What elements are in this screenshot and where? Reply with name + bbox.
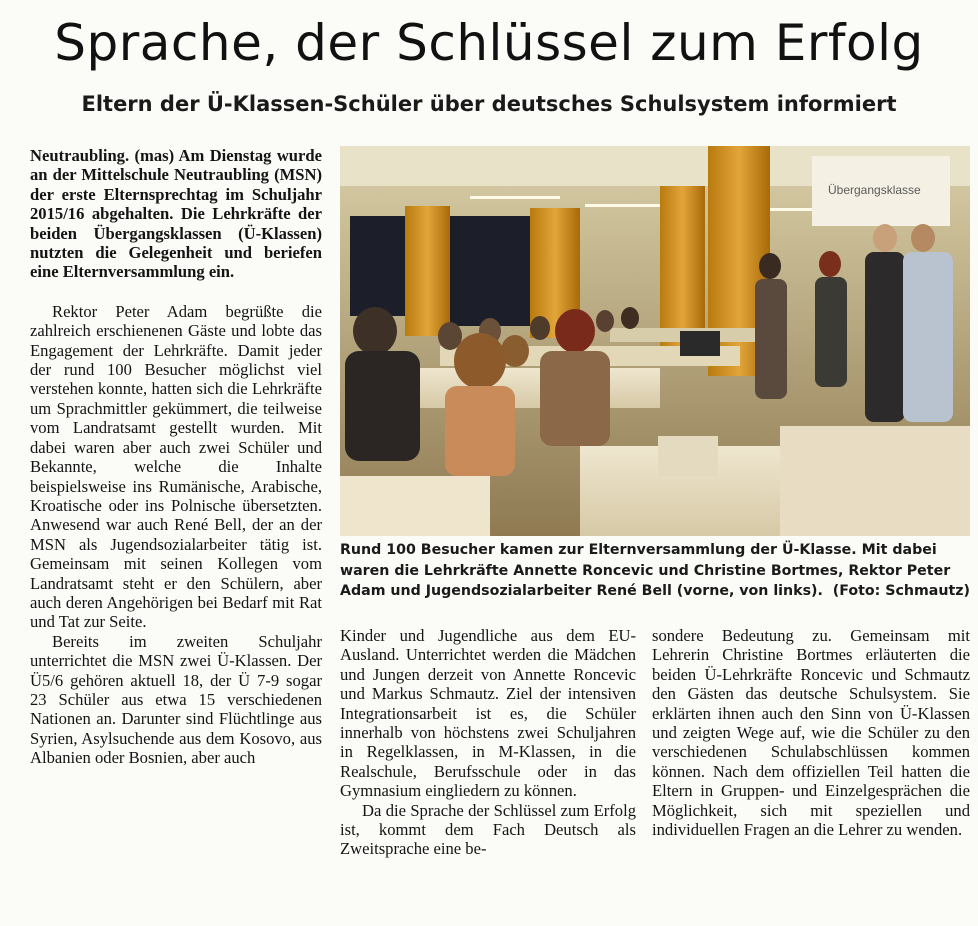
text-column-3 (652, 626, 970, 839)
text-column-2 (340, 626, 636, 859)
body-paragraph-4: Da die Sprache der Schlüssel zum Erfolg ist, kommt dem Fach Deutsch als Zweitsprache eine be- (340, 800, 636, 859)
caption-text: Rund 100 Besucher kamen zur Elternversammlung der Ü-Klasse. Mit dabei waren die Lehrkräfte Annette Roncevic und Christine Bortmes, Rektor Peter Adam und Jugendsozialarbeiter René Bell (vorne, von links). (340, 542, 951, 600)
presentation-screen-text: Übergangsklasse (828, 183, 921, 197)
body-paragraph-2: Bereits im zweiten Schuljahr unterrichtet die MSN zwei Ü-Klassen. Der Ü5/6 gehören aktuell 18, der Ü 7-9 sogar 23 Schüler aus etwa 15 verschiedenen Nationen an. Darunter sind Flüchtlinge aus Syrien, Asylsuchende aus dem Kosovo, aus Albanien oder Bosnien, aber auch (30, 631, 322, 768)
body-paragraph-3: Kinder und Jugendliche aus dem EU-Ausland. Unterrichtet werden die Mädchen und Jungen derzeit von Annette Roncevic und Markus Schmautz. Ziel der intensiven Integrationsarbeit ist es, die Schüler innerhalb von höchstens zwei Schuljahren in Regelklassen, in M-Klassen, in die Realschule, Berufsschule oder in das Gymnasium eingliedern zu können. (340, 626, 636, 801)
lead-paragraph: Neutraubling. (mas) Am Dienstag wurde an der Mittelschule Neutraubling (MSN) der erste Elternsprechtag im Schuljahr 2015/16 abgehalten. Die Lehrkräfte der beiden Übergangsklassen (Ü-Klassen) nutzten die Gelegenheit und beriefen eine Elternversammlung ein. (30, 146, 322, 282)
classroom-photo-illustration (340, 146, 970, 536)
body-paragraph-5: sondere Bedeutung zu. Gemeinsam mit Lehrerin Christine Bortmes erläuterten die beiden Ü-Lehrkräfte Roncevic und Schmautz den Gästen das deutsche Schulsystem. Sie erklärten ihnen auch den Sinn von Ü-Klassen und zeigten Wege auf, wie die Schüler zu den verschiedenen Schulabschlüssen kommen können. Nach dem offiziellen Teil hatten die Eltern in Gruppen- und Einzelgesprächen die Möglichkeit, sich mit speziellen und individuellen Fragen an die Lehrer zu wenden. (652, 626, 970, 840)
event-photo (340, 146, 970, 536)
subheadline: Eltern der Ü-Klassen-Schüler über deutsches Schulsystem informiert (81, 92, 897, 116)
body-paragraph-1: Rektor Peter Adam begrüßte die zahlreich erschienenen Gäste und lobte das Engagement der Lehrkräfte. Damit jeder der rund 100 Besucher möglichst viel verstehen konnte, hatten sich die Lehrkräfte um Sprachmittler gekümmert, die teilweise vom Landratsamt gestellt wurden. Mit dabei waren aber auch zwei Schüler und Bekannte, welche die Inhalte beispielsweise ins Rumänische, Arabische, Kroatische oder ins Polnische übersetzten. Anwesend war auch René Bell, der an der MSN als Jugendsozialarbeiter tätig ist. Gemeinsam mit seinen Kollegen vom Landratsamt steht er den Schülern, aber auch deren Angehörigen bei Bedarf mit Rat und Tat zur Seite. (30, 301, 322, 632)
headline: Sprache, der Schlüssel zum Erfolg (54, 14, 924, 72)
text-column-1 (30, 146, 322, 768)
photo-credit: (Foto: Schmautz) (832, 583, 970, 600)
photo-caption (340, 540, 970, 602)
